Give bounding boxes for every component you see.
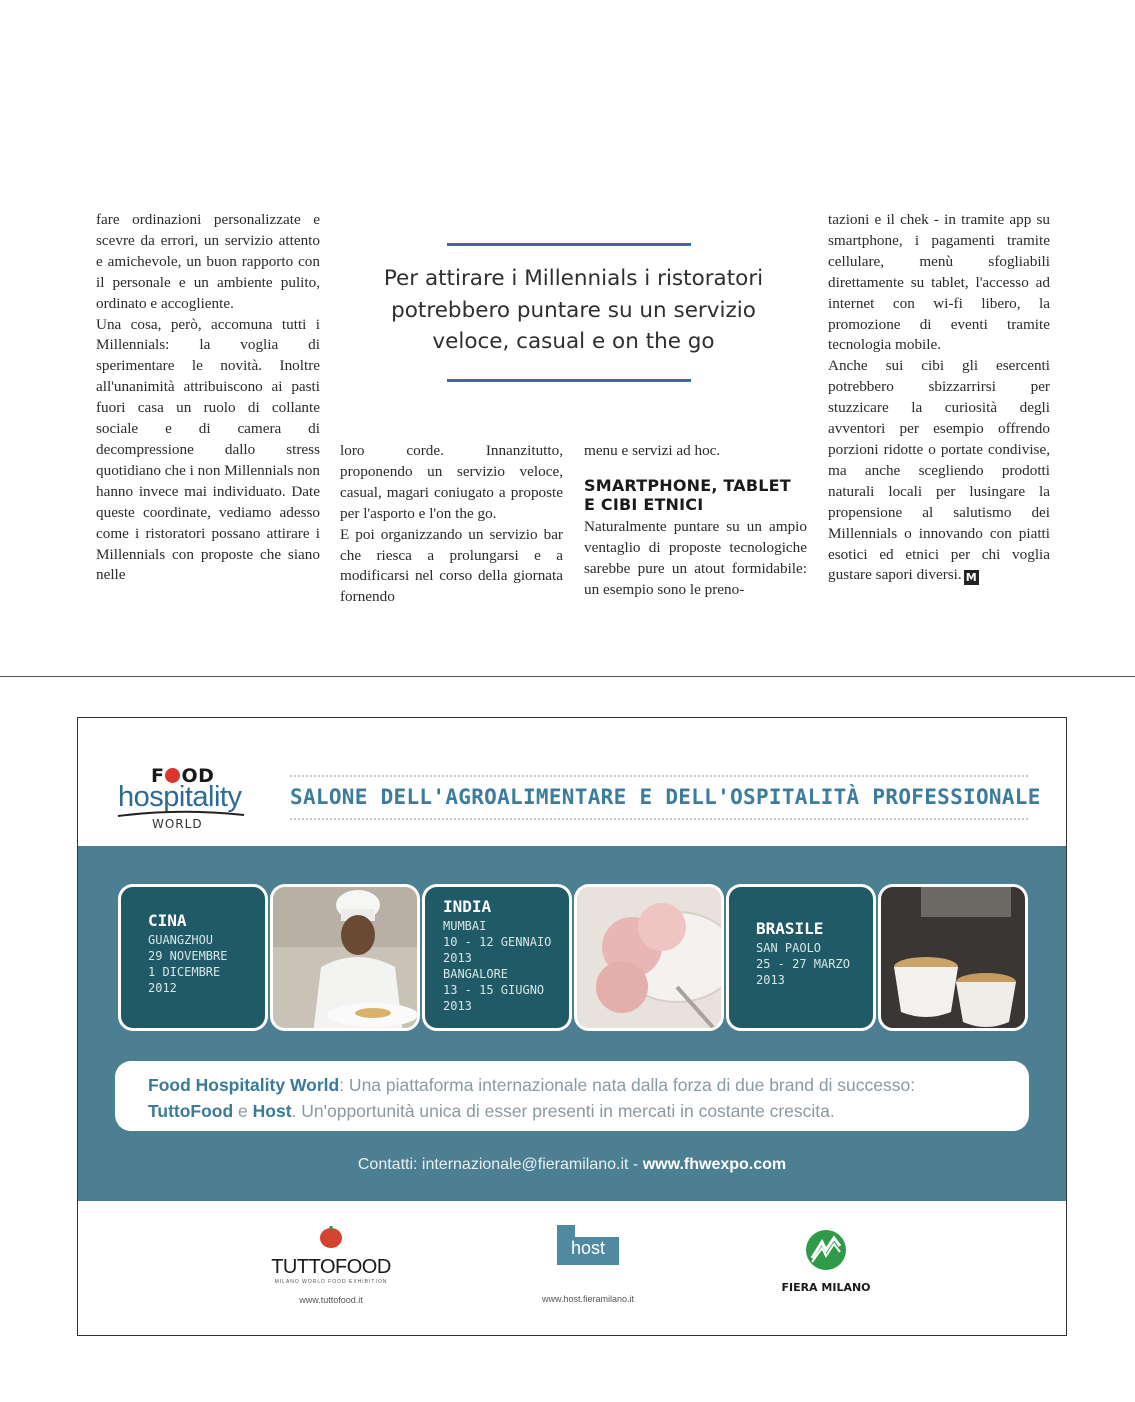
section-heading-line: SMARTPHONE, TABLET (584, 475, 791, 495)
article-column-1 (96, 210, 320, 586)
event-detail: 29 NOVEMBRE (148, 949, 228, 963)
article-paragraph: menu e servizi ad hoc. (584, 442, 721, 459)
brand-name: TuttoFood (148, 1101, 234, 1121)
fiera-milano-logo[interactable] (766, 1228, 886, 1294)
logo-food-text: F OD (151, 765, 215, 787)
website-link[interactable]: www.fhwexpo.com (642, 1156, 787, 1173)
tuttofood-name: TUTTOFOOD (271, 1256, 391, 1278)
tuttofood-subtitle: MILANO WORLD FOOD EXHIBITION (274, 1279, 388, 1285)
coffee-illustration (881, 887, 1028, 1031)
event-detail: 2013 (443, 999, 472, 1013)
chef-photo (270, 884, 420, 1031)
tuttofood-logo[interactable] (256, 1223, 406, 1305)
event-detail: 2013 (443, 951, 472, 965)
ad-headline: SALONE DELL'AGROALIMENTARE E DELL'OSPITALITÀ PROFESSIONALE (290, 785, 1041, 809)
host-name: host (570, 1238, 606, 1258)
event-detail: 2012 (148, 981, 177, 995)
event-card-india[interactable] (422, 884, 572, 1031)
article-paragraph: fare ordinazioni personalizzate e scevre da errori, un servizio attento e amichevole, un buon rapporto con il personale e un ambiente pulito, ordinato e accogliente. (96, 211, 320, 312)
event-detail: BANGALORE (443, 967, 509, 981)
page-separator (0, 676, 1135, 677)
section-heading-line: E CIBI ETNICI (584, 494, 704, 514)
info-panel (115, 1061, 1029, 1131)
section-heading (584, 476, 807, 514)
fiera-milano-icon (804, 1228, 848, 1272)
event-detail: SAN PAOLO (756, 941, 822, 955)
dotted-rule (290, 818, 1028, 820)
coffee-photo (878, 884, 1028, 1031)
event-detail: GUANGZHOU (148, 933, 214, 947)
pull-quote-bottom-rule (447, 379, 691, 382)
article-paragraph: loro corde. Innanzitutto, proponendo un servizio veloce, casual, magari coniugato a proposte per l'asporto e l'on the go. (340, 442, 563, 522)
pull-quote (340, 263, 807, 358)
events-band (78, 846, 1066, 1201)
article-paragraph: Una cosa, però, accomuna tutti i Millennials: la voglia di sperimentare le novità. Inoltre all'unanimità attribuiscono ai pasti fuori casa un ruolo di collante sociale e di camera di decompressione dallo stress quotidiano che i non Millennials non hanno invece mai individuato. Date queste coordinate, vediamo adesso come i ristoratori possano attirare i Millennials con proposte che siano nelle (96, 315, 320, 584)
food-hospitality-world-logo (116, 763, 256, 833)
event-country: BRASILE (756, 919, 824, 938)
info-line-1: Food Hospitality World: Una piattaforma internazionale nata dalla forza di due brand di successo: (148, 1075, 916, 1095)
event-detail: 25 - 27 MARZO (756, 957, 850, 971)
event-country: CINA (148, 911, 187, 930)
logo-hospitality-text: hospitality (118, 781, 242, 813)
event-detail: MUMBAI (443, 919, 487, 933)
event-card-cina[interactable] (118, 884, 268, 1031)
article-paragraph (828, 356, 1050, 586)
pull-quote-line: Per attirare i Millennials i ristoratori (383, 266, 764, 291)
dotted-rule (290, 775, 1028, 777)
pull-quote-line: potrebbero puntare su un servizio (391, 297, 756, 323)
tuttofood-url[interactable]: www.tuttofood.it (299, 1295, 363, 1305)
advertisement[interactable] (77, 717, 1067, 1336)
event-country: INDIA (443, 897, 492, 916)
article-paragraph: tazioni e il chek - in tramite app su smartphone, i pagamenti tramite cellulare, menù sfogliabili direttamente su tablet, l'accesso ad internet con wi-fi libero, la promozione di eventi tramite tecnologia mobile. (828, 211, 1050, 354)
pull-quote-top-rule (447, 243, 691, 246)
article-paragraph-text: Anche sui cibi gli esercenti potrebbero sbizzarrirsi per stuzzicare la curiosità degli avventori per esempio offrendo porzioni ridotte o portate condivise, ma anche scegliendo prodotti naturali locali per lusingare la propensione al salutismo dei Millennials o innovando con piatti esotici ed etnici per chi voglia gustare sapori diversi. (828, 357, 1050, 584)
event-card-brasile[interactable] (726, 884, 876, 1031)
info-line-2: TuttoFood e Host. Un'opportunità unica di esser presenti in mercati in costante crescita. (148, 1101, 835, 1121)
tomato-icon (318, 1223, 344, 1249)
event-detail: 1 DICEMBRE (148, 965, 221, 979)
chef-illustration (273, 887, 420, 1031)
article-paragraph: E poi organizzando un servizio bar che riesca a prolungarsi e a modificarsi nel corso della giornata fornendo (340, 525, 563, 606)
brand-name: Food Hospitality World (148, 1075, 340, 1095)
host-url[interactable]: www.host.fieramilano.it (541, 1294, 635, 1304)
article-paragraph: Naturalmente puntare su un ampio ventaglio di proposte tecnologiche sarebbe pure un atout formidabile: un esempio sono le preno- (584, 517, 807, 598)
ice-cream-photo (574, 884, 724, 1031)
brand-name: Host (252, 1101, 292, 1121)
pull-quote-line: veloce, casual e on the go (432, 329, 715, 354)
fiera-milano-name: FIERA MILANO (781, 1281, 871, 1294)
contacts-line: Contatti: internazionale@fieramilano.it - www.fhwexpo.com (357, 1156, 787, 1173)
article-column-2 (340, 441, 563, 608)
article-column-4 (828, 210, 1050, 586)
event-detail: 13 - 15 GIUGNO (443, 983, 545, 997)
ice-cream-illustration (577, 887, 724, 1031)
logo-world-text: WORLD (152, 817, 203, 831)
event-detail: 10 - 12 GENNAIO (443, 935, 552, 949)
event-detail: 2013 (756, 973, 785, 987)
host-logo[interactable] (523, 1223, 653, 1304)
article-column-3 (584, 441, 807, 601)
end-mark-icon: M (964, 570, 979, 585)
